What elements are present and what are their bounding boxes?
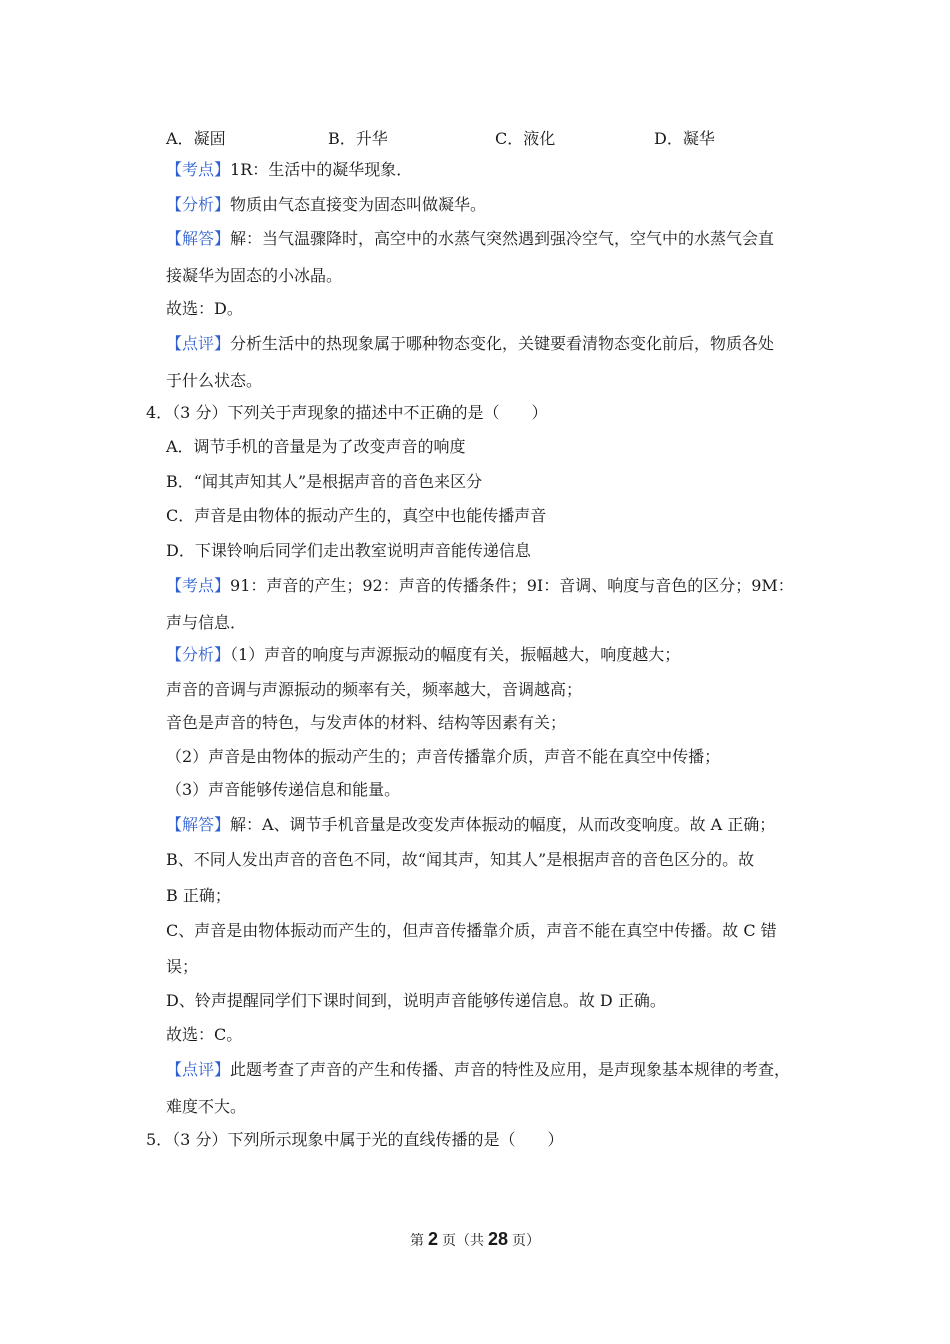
q4-answer: 故选：C。 [166,1025,243,1044]
q4-jieda-line5: 误； [166,957,199,976]
dianping-tag: 【点评】 [166,334,231,353]
q4-fenxi [166,645,680,665]
q5-stem: 5．（3 分）下列所示现象中属于光的直线传播的是（ ） [146,1130,564,1149]
q4-kaodian-line2: 声与信息． [166,613,247,632]
dianping-tag: 【点评】 [166,1060,231,1079]
footer-total-pages: 28 [487,1229,509,1249]
q4-kaodian [166,576,794,596]
option-text: 升华 [355,129,388,148]
q4-dianping-line2: 难度不大。 [166,1097,247,1116]
q3-fenxi [166,195,486,215]
q3-dianping-line2: 于什么状态。 [166,371,263,390]
q3-jieda [166,229,774,249]
kaodian-text: 1R：生活中的凝华现象． [230,160,413,179]
q4-option-a: A．调节手机的音量是为了改变声音的响度 [166,437,466,456]
footer-suffix: 页） [512,1233,541,1249]
q4-option-d: D．下课铃响后同学们走出教室说明声音能传递信息 [166,541,531,560]
q4-jieda [166,815,775,835]
fenxi-tag: 【分析】 [166,645,231,664]
option-letter: C． [495,129,524,148]
option-letter: D． [654,129,683,148]
q4-jieda-line2: B、不同人发出声音的音色不同，故“闻其声，知其人”是根据声音的音色区分的。故 [166,850,755,869]
q4-fenxi-line5: （3）声音能够传递信息和能量。 [166,780,401,799]
option-text: 凝华 [682,129,715,148]
dianping-text: 此题考查了声音的产生和传播、声音的特性及应用，是声现象基本规律的考查， [230,1060,791,1079]
fenxi-tag: 【分析】 [166,195,231,214]
kaodian-text: 91：声音的产生；92：声音的传播条件；9I：音调、响度与音色的区分；9M： [230,576,794,595]
q4-jieda-line4: C、声音是由物体振动而产生的，但声音传播靠介质，声音不能在真空中传播。故 C 错 [166,921,777,940]
jieda-text: 解：当气温骤降时，高空中的水蒸气突然遇到强冷空气，空气中的水蒸气会直 [230,229,775,248]
q3-dianping [166,334,774,354]
q3-option-b [328,126,388,149]
q3-option-c [495,126,555,149]
dianping-text: 分析生活中的热现象属于哪种物态变化，关键要看清物态变化前后，物质各处 [230,334,775,353]
footer-page-number: 2 [427,1229,438,1249]
kaodian-tag: 【考点】 [166,160,231,179]
option-text: 凝固 [193,129,226,148]
q4-fenxi-line4: （2）声音是由物体的振动产生的；声音传播靠介质，声音不能在真空中传播； [166,747,721,766]
q4-dianping [166,1060,790,1080]
q4-jieda-line6: D、铃声提醒同学们下课时间到，说明声音能够传递信息。故 D 正确。 [166,991,666,1010]
option-letter: B． [328,129,356,148]
jieda-tag: 【解答】 [166,229,231,248]
footer-prefix: 第 [409,1233,424,1249]
q4-option-c: C．声音是由物体的振动产生的，真空中也能传播声音 [166,506,547,525]
footer-middle: 页（共 [441,1233,484,1249]
jieda-text: 解：A、调节手机音量是改变发声体振动的幅度，从而改变响度。故 A 正确； [230,815,776,834]
page-footer [0,1229,950,1251]
fenxi-text: 物质由气态直接变为固态叫做凝华。 [230,195,487,214]
q3-jieda-line2: 接凝华为固态的小冰晶。 [166,266,343,285]
q4-stem: 4．（3 分）下列关于声现象的描述中不正确的是（ ） [146,403,548,422]
q3-option-a [166,126,226,149]
q4-jieda-line3: B 正确； [166,886,231,905]
q4-fenxi-line3: 音色是声音的特色，与发声体的材料、结构等因素有关； [166,713,567,732]
q3-answer: 故选：D。 [166,299,243,318]
kaodian-tag: 【考点】 [166,576,231,595]
jieda-tag: 【解答】 [166,815,231,834]
q3-option-d [654,126,715,149]
q3-kaodian [166,160,412,180]
q3-options-row [166,126,766,148]
fenxi-text: （1）声音的响度与声源振动的幅度有关，振幅越大，响度越大； [230,645,681,664]
option-letter: A． [166,129,194,148]
q4-fenxi-line2: 声音的音调与声源振动的频率有关，频率越大，音调越高； [166,680,583,699]
option-text: 液化 [523,129,556,148]
q4-option-b: B．“闻其声知其人”是根据声音的音色来区分 [166,472,483,491]
